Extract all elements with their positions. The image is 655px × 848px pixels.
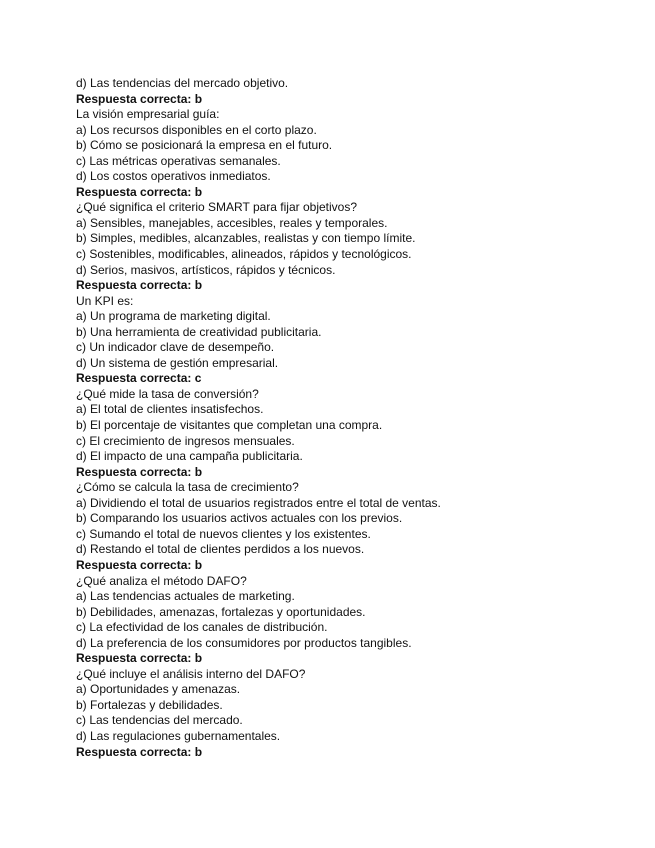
question-line: ¿Qué mide la tasa de conversión? — [76, 386, 259, 401]
option-line: d) El impacto de una campaña publicitaria. — [76, 449, 303, 464]
option-line: a) Los recursos disponibles en el corto plazo. — [76, 122, 317, 137]
answer-line: Respuesta correcta: b — [76, 744, 203, 759]
option-line: b) Fortalezas y debilidades. — [76, 697, 223, 712]
option-line: c) El crecimiento de ingresos mensuales. — [76, 433, 295, 448]
option-line: b) Cómo se posicionará la empresa en el futuro. — [76, 138, 333, 153]
option-line: c) Las tendencias del mercado. — [76, 713, 243, 728]
question-line: ¿Qué analiza el método DAFO? — [76, 573, 247, 588]
option-line: b) Una herramienta de creatividad publicitaria. — [76, 324, 322, 339]
answer-line: Respuesta correcta: c — [76, 371, 202, 386]
option-line: c) Las métricas operativas semanales. — [76, 153, 281, 168]
option-line: d) Las regulaciones gubernamentales. — [76, 728, 281, 743]
option-line: b) Simples, medibles, alcanzables, realistas y con tiempo límite. — [76, 231, 416, 246]
answer-line: Respuesta correcta: b — [76, 557, 203, 572]
question-line: ¿Qué incluye el análisis interno del DAFO? — [76, 666, 306, 681]
option-line: a) El total de clientes insatisfechos. — [76, 402, 264, 417]
option-line: d) La preferencia de los consumidores por productos tangibles. — [76, 635, 412, 650]
option-line: c) Sumando el total de nuevos clientes y los existentes. — [76, 526, 371, 541]
option-line: d) Serios, masivos, artísticos, rápidos y técnicos. — [76, 262, 336, 277]
option-line: c) La efectividad de los canales de distribución. — [76, 620, 328, 635]
option-line: c) Un indicador clave de desempeño. — [76, 340, 275, 355]
option-line: b) Comparando los usuarios activos actuales con los previos. — [76, 511, 403, 526]
option-line: d) Las tendencias del mercado objetivo. — [76, 76, 289, 90]
question-line: ¿Qué significa el criterio SMART para fijar objetivos? — [76, 200, 358, 215]
option-line: b) El porcentaje de visitantes que completan una compra. — [76, 418, 383, 433]
question-line: La visión empresarial guía: — [76, 107, 220, 122]
option-line: a) Sensibles, manejables, accesibles, reales y temporales. — [76, 215, 388, 230]
option-line: a) Dividiendo el total de usuarios registrados entre el total de ventas. — [76, 495, 441, 510]
option-line: d) Los costos operativos inmediatos. — [76, 169, 271, 184]
answer-line: Respuesta correcta: b — [76, 651, 203, 666]
option-line: c) Sostenibles, modificables, alineados, rápidos y tecnológicos. — [76, 247, 412, 262]
answer-line: Respuesta correcta: b — [76, 464, 203, 479]
option-line: a) Un programa de marketing digital. — [76, 309, 271, 324]
answer-line: Respuesta correcta: b — [76, 184, 203, 199]
option-line: a) Las tendencias actuales de marketing. — [76, 589, 295, 604]
option-line: a) Oportunidades y amenazas. — [76, 682, 241, 697]
answer-line: Respuesta correcta: b — [76, 91, 203, 106]
option-line: d) Restando el total de clientes perdidos a los nuevos. — [76, 542, 365, 557]
document-page — [76, 76, 636, 760]
question-line: ¿Cómo se calcula la tasa de crecimiento? — [76, 480, 299, 495]
option-line: d) Un sistema de gestión empresarial. — [76, 355, 279, 370]
question-line: Un KPI es: — [76, 293, 134, 308]
answer-line: Respuesta correcta: b — [76, 278, 203, 293]
option-line: b) Debilidades, amenazas, fortalezas y oportunidades. — [76, 604, 366, 619]
